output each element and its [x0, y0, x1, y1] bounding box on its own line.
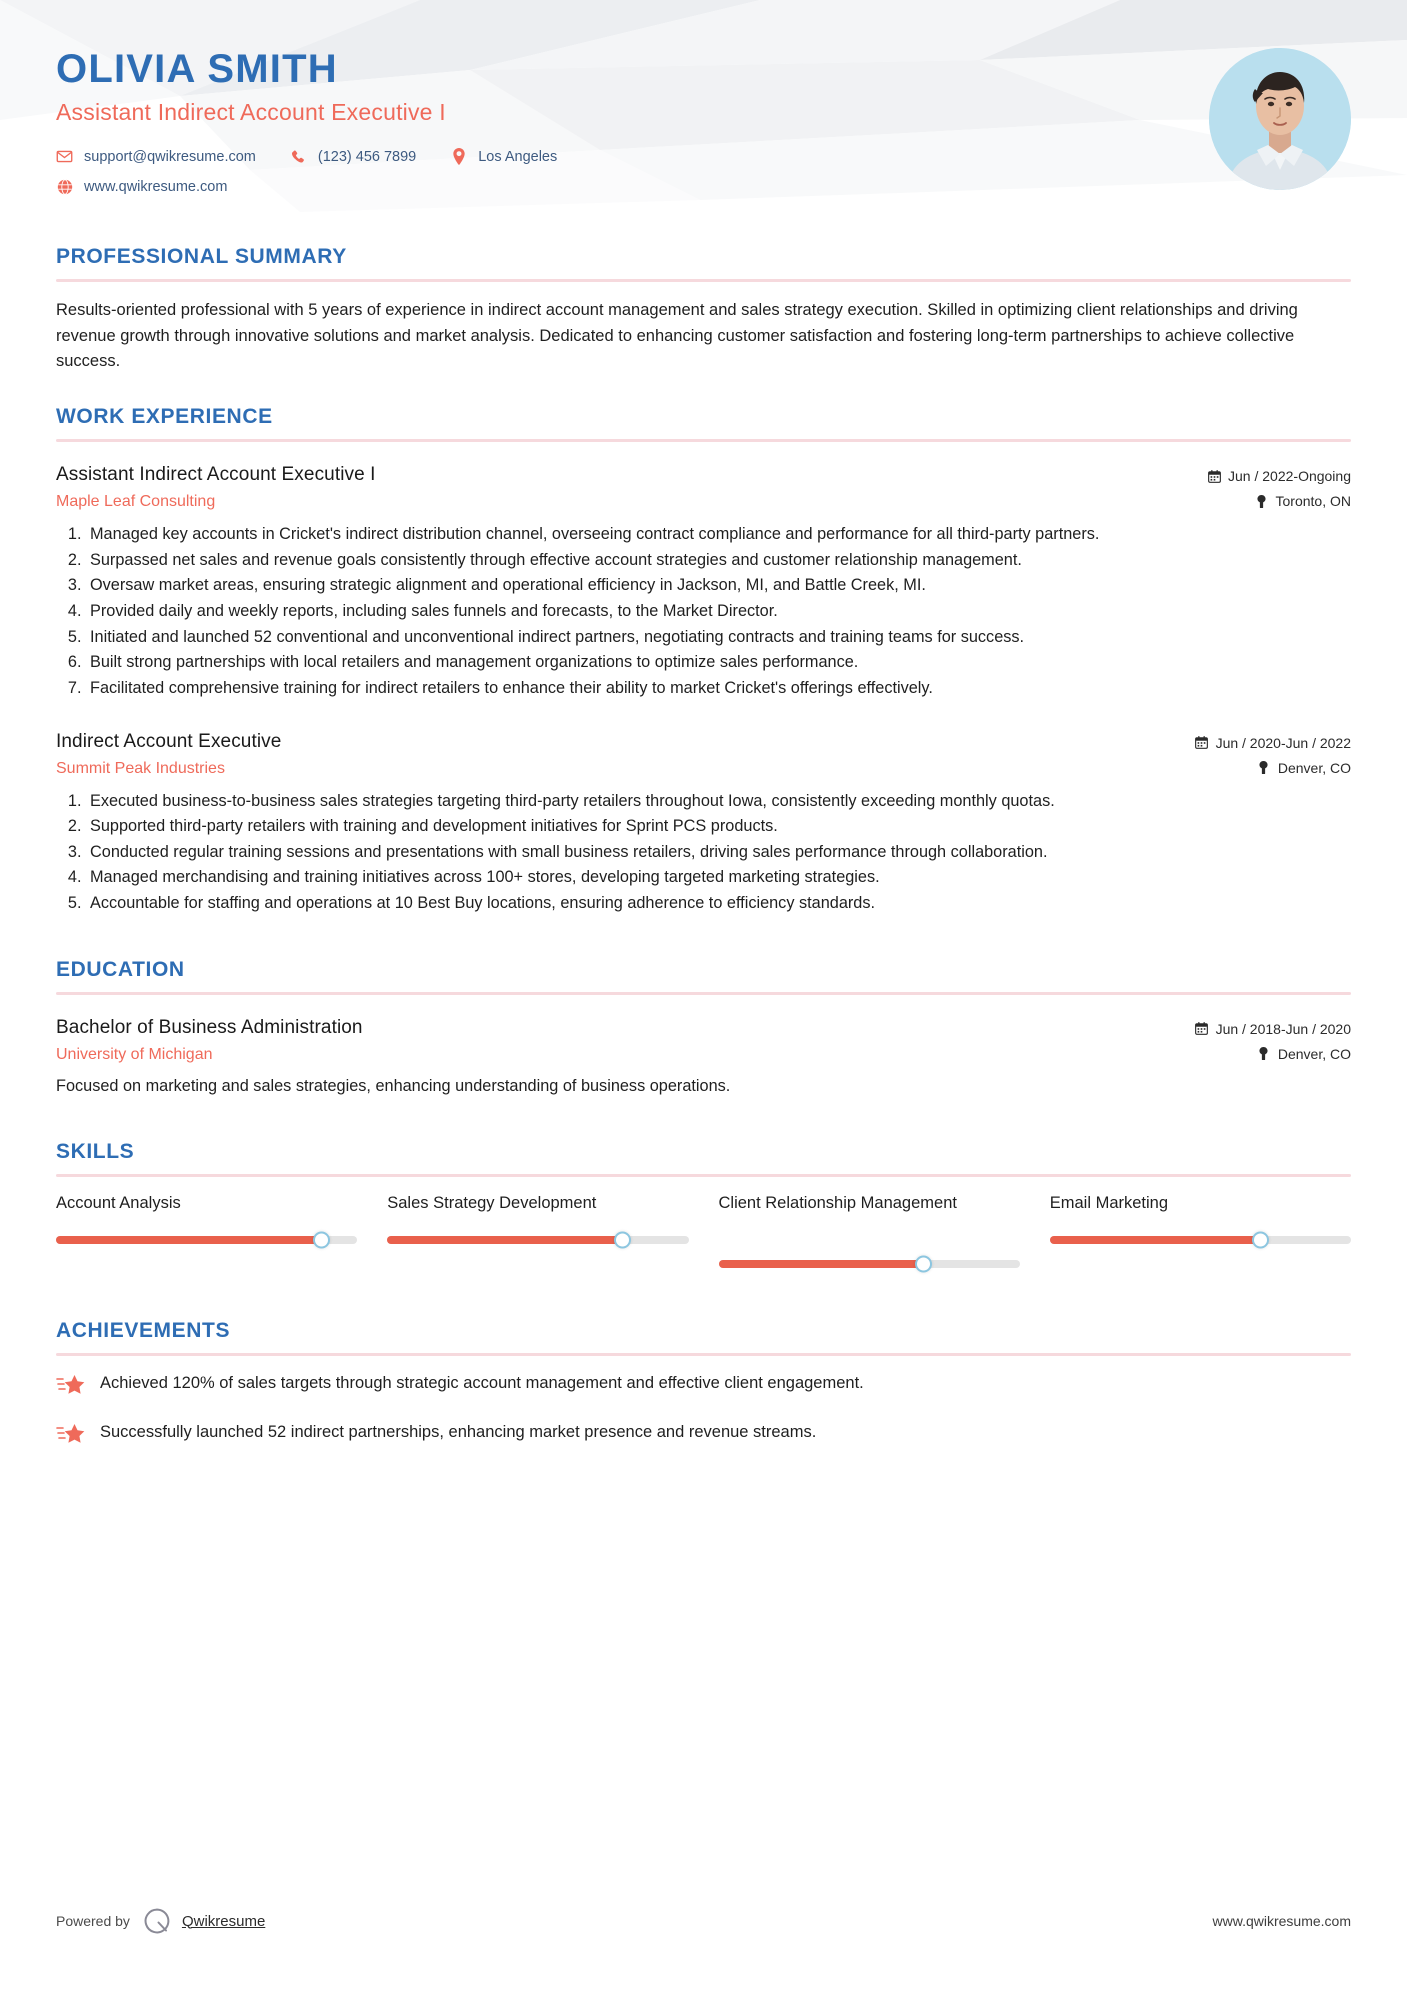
contact-block: [56, 148, 1351, 195]
map-pin-icon: [450, 148, 467, 165]
education-location: [1195, 1046, 1351, 1062]
section-education: [56, 958, 1351, 1098]
contact-website-text: www.qwikresume.com: [84, 178, 228, 195]
map-pin-icon: [1257, 761, 1271, 775]
experience-entry: [56, 464, 1351, 700]
footer-powered-by: [56, 1908, 265, 1934]
candidate-job-title: Assistant Indirect Account Executive I: [56, 99, 446, 125]
experience-company: Maple Leaf Consulting: [56, 493, 216, 511]
experience-location-text: Toronto, ON: [1275, 493, 1351, 510]
skill-track: [56, 1236, 357, 1244]
skill-fill: [1050, 1236, 1261, 1244]
experience-location: [1207, 493, 1351, 509]
section-divider: [56, 992, 1351, 995]
bullet-item: 2. Supported third-party retailers with training and development initiatives for Sprint PCS products.: [86, 815, 1351, 839]
bullet-item: 7. Facilitated comprehensive training for indirect retailers to enhance their ability to market Cricket's offerings effectively.: [86, 677, 1351, 701]
education-degree: Bachelor of Business Administration: [56, 1016, 363, 1038]
bullet-item: 4. Provided daily and weekly reports, including sales funnels and forecasts, to the Market Director.: [86, 600, 1351, 624]
education-date: [1195, 1021, 1351, 1037]
experience-entry-left: [56, 731, 1195, 778]
experience-date-text: Jun / 2020-Jun / 2022: [1215, 734, 1351, 751]
achievement-text: Achieved 120% of sales targets through strategic account management and effective client engagement.: [100, 1374, 864, 1393]
experience-entry: [56, 731, 1351, 916]
footer-website[interactable]: www.qwikresume.com: [1212, 1913, 1351, 1929]
experience-date-text: Jun / 2022-Ongoing: [1228, 468, 1351, 485]
summary-text: Results-oriented professional with 5 years of experience in indirect account management and sales strategy execution. Skilled in optimizing client relationships and driving revenue growth through innovative solutions and market analysis. Dedicated to enhancing customer satisfaction and fostering long-term partnerships to achieve collective success.: [56, 301, 1298, 371]
calendar-icon: [1195, 1022, 1209, 1036]
experience-entry-meta: [1195, 731, 1351, 776]
bullet-item: 6. Built strong partnerships with local retailers and management organizations to optimize sales performance.: [86, 651, 1351, 675]
experience-entry-left: [56, 464, 1207, 511]
education-location-text: Denver, CO: [1277, 1045, 1351, 1062]
education-entry-left: [56, 1017, 1195, 1064]
skill-slider[interactable]: [56, 1231, 357, 1249]
bullet-item: 5. Initiated and launched 52 conventional and unconventional indirect partners, negotiating contracts and training teams for success.: [86, 626, 1351, 650]
skill-slider[interactable]: [719, 1255, 1020, 1273]
education-entry-meta: [1195, 1017, 1351, 1062]
section-achievements: [56, 1319, 1351, 1448]
experience-location-text: Denver, CO: [1277, 759, 1351, 776]
section-title-skills: SKILLS: [56, 1140, 135, 1164]
section-title-education: EDUCATION: [56, 957, 185, 981]
map-pin-icon: [1255, 494, 1269, 508]
experience-bullets: [56, 790, 1351, 916]
experience-entry-meta: [1207, 464, 1351, 509]
phone-icon: [290, 148, 307, 165]
calendar-icon: [1195, 736, 1209, 750]
skill-item: [387, 1193, 688, 1273]
bullet-item: 5. Accountable for staffing and operations at 10 Best Buy locations, ensuring adherence to efficiency standards.: [86, 892, 1351, 916]
skill-label: Sales Strategy Development: [387, 1194, 597, 1213]
contact-phone-text: (123) 456 7899: [317, 148, 417, 165]
skill-track: [719, 1260, 1020, 1268]
skill-fill: [56, 1236, 321, 1244]
bullet-item: 1. Executed business-to-business sales strategies targeting third-party retailers throughout Iowa, consistently exceeding monthly quotas.: [86, 790, 1351, 814]
experience-role: Assistant Indirect Account Executive I: [56, 464, 376, 486]
contact-email-text: support@qwikresume.com: [84, 148, 256, 165]
skill-knob[interactable]: [313, 1232, 330, 1249]
skills-grid: [56, 1193, 1351, 1273]
email-icon: [56, 148, 73, 165]
resume-header: [0, 0, 1407, 215]
education-entry: [56, 1017, 1351, 1098]
experience-date: [1207, 468, 1351, 484]
education-entry-header: [56, 1017, 1351, 1064]
globe-icon: [56, 178, 73, 195]
calendar-icon: [1207, 469, 1221, 483]
skill-fill: [387, 1236, 622, 1244]
section-title-experience: WORK EXPERIENCE: [56, 405, 273, 429]
education-description: Focused on marketing and sales strategies, enhancing understanding of business operations.: [56, 1076, 731, 1095]
star-icon: [56, 1373, 86, 1399]
star-icon: [56, 1422, 86, 1448]
education-date-text: Jun / 2018-Jun / 2020: [1215, 1020, 1351, 1037]
experience-role: Indirect Account Executive: [56, 730, 282, 752]
footer-powered-by-label: Powered by: [56, 1913, 130, 1929]
experience-entry-header: [56, 464, 1351, 511]
education-school: University of Michigan: [56, 1045, 213, 1063]
page-footer: [56, 1908, 1351, 1934]
skill-item: [719, 1193, 1020, 1273]
skill-knob[interactable]: [915, 1256, 932, 1273]
skill-knob[interactable]: [1252, 1232, 1269, 1249]
skill-slider[interactable]: [1050, 1231, 1351, 1249]
bullet-item: 4. Managed merchandising and training initiatives across 100+ stores, developing targeted marketing strategies.: [86, 866, 1351, 890]
experience-location: [1195, 760, 1351, 776]
achievement-text: Successfully launched 52 indirect partnerships, enhancing market presence and revenue streams.: [100, 1423, 817, 1442]
achievements-list: [56, 1372, 1351, 1448]
experience-date: [1195, 735, 1351, 751]
section-divider: [56, 1353, 1351, 1356]
experience-company: Summit Peak Industries: [56, 759, 225, 777]
contact-location[interactable]: [450, 148, 557, 165]
bullet-item: 2. Surpassed net sales and revenue goals consistently through effective account strategies and customer relationship management.: [86, 549, 1351, 573]
bullet-item: 3. Conducted regular training sessions and presentations with small business retailers, driving sales performance through collaboration.: [86, 841, 1351, 865]
section-divider: [56, 1174, 1351, 1177]
contact-row-2: [56, 178, 1351, 195]
section-title-achievements: ACHIEVEMENTS: [56, 1319, 231, 1343]
achievement-item: [56, 1421, 1351, 1448]
resume-body: [0, 245, 1407, 1448]
skill-label: Account Analysis: [56, 1194, 181, 1213]
skill-item: [1050, 1193, 1351, 1273]
section-title-summary: PROFESSIONAL SUMMARY: [56, 245, 347, 268]
section-divider: [56, 279, 1351, 282]
skill-item: [56, 1193, 357, 1273]
contact-location-text: Los Angeles: [478, 148, 558, 165]
achievement-item: [56, 1372, 1351, 1399]
contact-website[interactable]: [56, 178, 227, 195]
candidate-name: OLIVIA SMITH: [56, 47, 338, 91]
skill-label: Email Marketing: [1049, 1194, 1169, 1213]
section-work-experience: [56, 405, 1351, 916]
section-skills: [56, 1140, 1351, 1273]
section-divider: [56, 439, 1351, 442]
skill-fill: [719, 1260, 924, 1268]
contact-email[interactable]: [56, 148, 256, 165]
bullet-item: 1. Managed key accounts in Cricket's indirect distribution channel, overseeing contract compliance and performance for all third-party partners.: [86, 523, 1351, 547]
bullet-item: 3. Oversaw market areas, ensuring strategic alignment and operational efficiency in Jackson, MI, and Battle Creek, MI.: [86, 574, 1351, 598]
skill-track: [387, 1236, 688, 1244]
experience-bullets: [56, 523, 1351, 700]
skill-label: Client Relationship Management: [718, 1194, 957, 1213]
skill-slider[interactable]: [387, 1231, 688, 1249]
qwikresume-logo-icon: [144, 1908, 170, 1934]
experience-entry-header: [56, 731, 1351, 778]
footer-brand-link[interactable]: Qwikresume: [181, 1912, 266, 1930]
map-pin-icon: [1257, 1047, 1271, 1061]
section-professional-summary: [56, 245, 1351, 375]
skill-track: [1050, 1236, 1351, 1244]
contact-row-1: [56, 148, 1351, 165]
skill-knob[interactable]: [614, 1232, 631, 1249]
profile-photo: [1209, 48, 1351, 190]
contact-phone[interactable]: [290, 148, 416, 165]
